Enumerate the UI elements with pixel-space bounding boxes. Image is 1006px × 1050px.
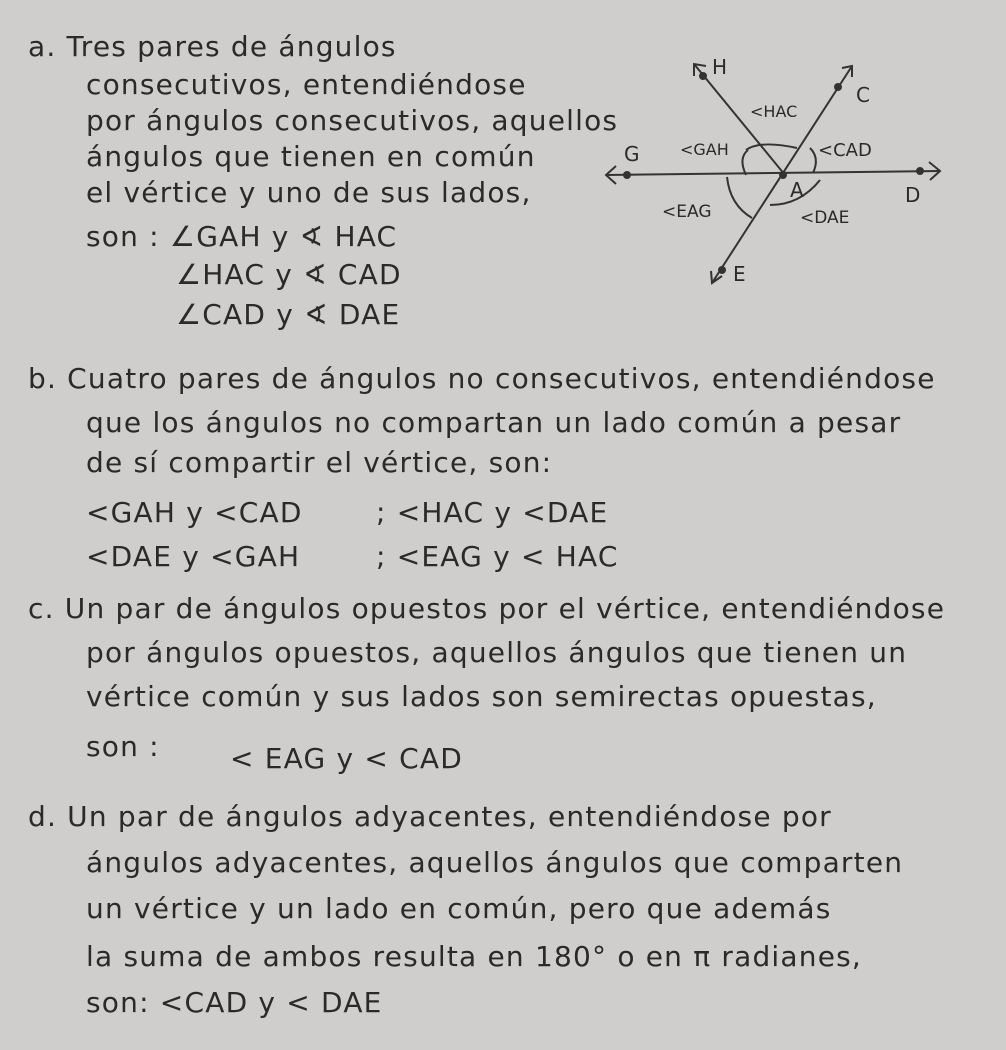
part-c-line: c. Un par de ángulos opuestos por el vértice, entendiéndose <box>28 592 946 625</box>
angle-label-eag: <EAG <box>662 202 712 222</box>
part-b-pair: <GAH y <CAD <box>86 496 303 529</box>
point-label-a: A <box>790 178 804 202</box>
part-a-pair: ∠CAD y ∢ DAE <box>176 298 401 331</box>
part-c-line: vértice común y sus lados son semirectas opuestas, <box>86 680 877 713</box>
part-c-line: por ángulos opuestos, aquellos ángulos que tienen un <box>86 636 908 669</box>
angle-label-dae: <DAE <box>800 208 850 228</box>
point-label-c: C <box>856 83 870 107</box>
part-b-pair: ; <HAC y <DAE <box>376 496 609 529</box>
part-d-pair: son: <CAD y < DAE <box>86 986 383 1019</box>
part-c-pair: < EAG y < CAD <box>230 742 464 775</box>
part-a-line: ángulos que tienen en común <box>86 140 536 173</box>
part-d-line: ángulos adyacentes, aquellos ángulos que comparten <box>86 846 904 879</box>
part-a-pair: son : ∠GAH y ∢ HAC <box>86 220 398 253</box>
part-d-line: d. Un par de ángulos adyacentes, entendiéndose por <box>28 800 832 833</box>
part-a-line: el vértice y uno de sus lados, <box>86 176 532 209</box>
part-a-pair: ∠HAC y ∢ CAD <box>176 258 402 291</box>
angle-label-hac: <HAC <box>750 102 798 121</box>
part-c-son: son : <box>86 730 160 763</box>
part-a-line: consecutivos, entendiéndose <box>86 68 527 101</box>
angle-label-cad: <CAD <box>818 140 872 161</box>
point-label-h: H <box>712 55 728 79</box>
part-d-line: la suma de ambos resulta en 180° o en π radianes, <box>86 940 863 973</box>
point-label-g: G <box>624 142 640 166</box>
part-a-line: a. Tres pares de ángulos <box>28 30 397 63</box>
part-a-line: por ángulos consecutivos, aquellos <box>86 104 619 137</box>
point-label-e: E <box>733 262 746 286</box>
part-b-line: que los ángulos no compartan un lado común a pesar <box>86 406 902 439</box>
part-b-pair: ; <EAG y < HAC <box>376 540 619 573</box>
part-d-line: un vértice y un lado en común, pero que además <box>86 892 832 925</box>
part-b-pair: <DAE y <GAH <box>86 540 301 573</box>
part-b-line: b. Cuatro pares de ángulos no consecutivos, entendiéndose <box>28 362 936 395</box>
angle-label-gah: <GAH <box>680 140 729 159</box>
part-b-line: de sí compartir el vértice, son: <box>86 446 553 479</box>
point-label-d: D <box>905 183 921 207</box>
